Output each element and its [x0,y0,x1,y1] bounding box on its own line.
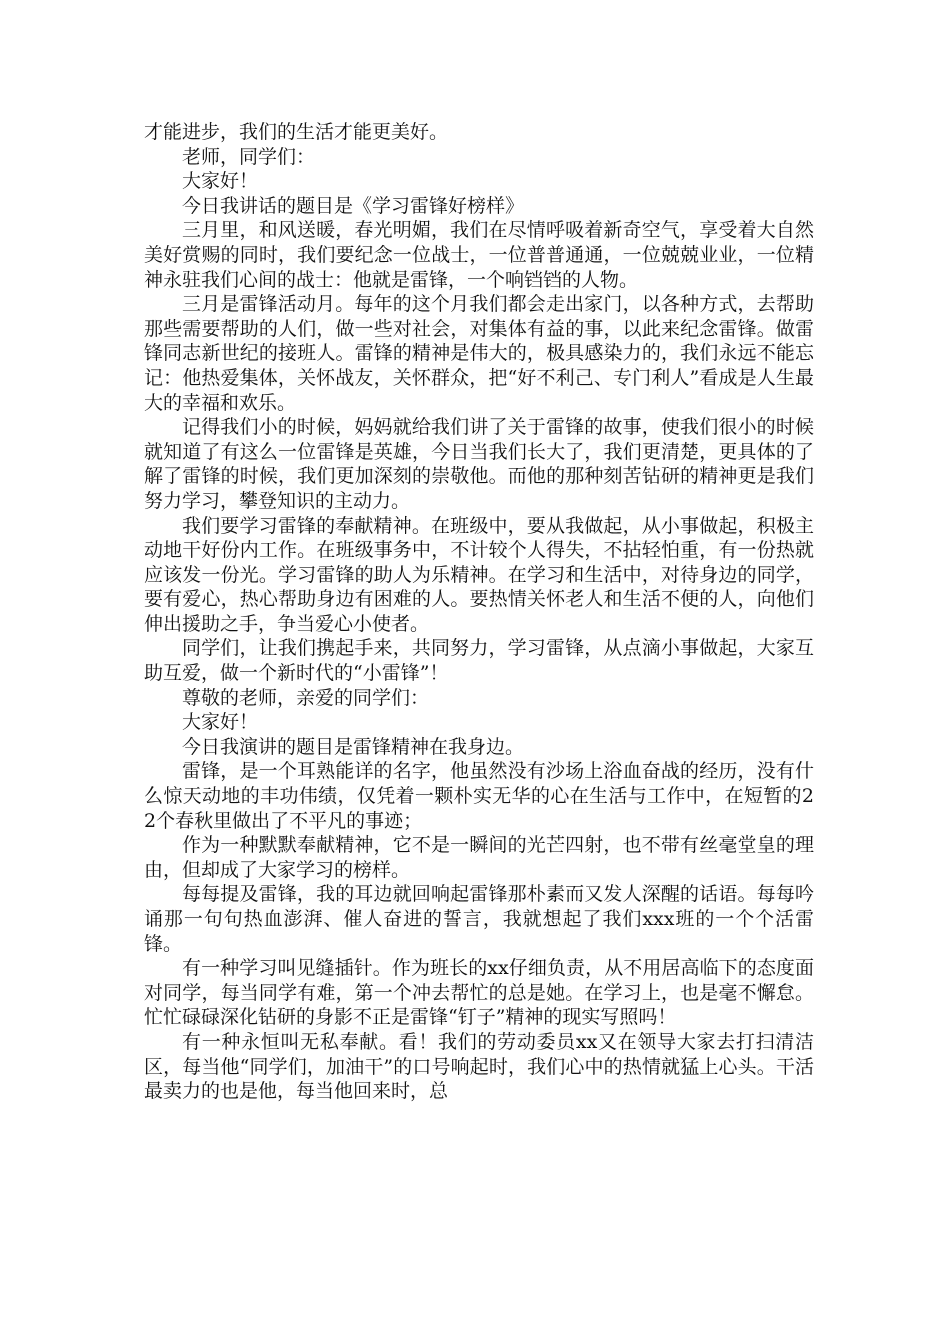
paragraph: 记得我们小的时候，妈妈就给我们讲了关于雷锋的故事，使我们很小的时候就知道了有这么一位雷锋是英雄，今日当我们长大了，我们更清楚，更具体的了解了雷锋的时候，我们更加深刻的崇敬他。而他的那种刻苦钻研的精神更是我们努力学习，攀登知识的主动力。 [144,416,814,512]
paragraph: 老师，同学们： [182,145,316,168]
paragraph: 我们要学习雷锋的奉献精神。在班级中，要从我做起，从小事做起，积极主动地干好份内工作。在班级事务中，不计较个人得失，不拈轻怕重，有一份热就应该发一份光。学习雷锋的助人为乐精神。在学习和生活中，对待身边的同学，要有爱心，热心帮助身边有困难的人。要热情关怀老人和生活不便的人，向他们伸出援助之手，争当爱心小使者。 [144,514,814,635]
paragraph: 尊敬的老师，亲爱的同学们： [182,686,430,709]
paragraph: 同学们，让我们携起手来，共同努力，学习雷锋，从点滴小事做起，大家互助互爱，做一个新时代的“小雷锋”！ [144,637,814,685]
paragraph: 大家好！ [182,711,259,734]
paragraph: 今日我演讲的题目是雷锋精神在我身边。 [182,735,525,758]
paragraph: 每每提及雷锋，我的耳边就回响起雷锋那朴素而又发人深醒的话语。每每吟诵那一句句热血澎湃、催人奋进的誓言，我就想起了我们xxx班的一个个活雷锋。 [144,883,814,955]
paragraph: 今日我讲话的题目是《学习雷锋好榜样》 [182,194,525,217]
paragraph: 才能进步，我们的生活才能更美好。 [144,121,449,143]
paragraph: 雷锋，是一个耳熟能详的名字，他虽然没有沙场上浴血奋战的经历，没有什么惊天动地的丰功伟绩，仅凭着一颗朴实无华的心在生活与工作中，在短暂的22个春秋里做出了不平凡的事迹； [144,760,814,832]
paragraph: 大家好！ [182,170,259,193]
paragraph: 三月里，和风送暖，春光明媚，我们在尽情呼吸着新奇空气，享受着大自然美好赏赐的同时，我们要纪念一位战士，一位普普通通，一位兢兢业业，一位精神永驻我们心间的战士：他就是雷锋，一个响铛铛的人物。 [144,219,814,291]
paragraph: 三月是雷锋活动月。每年的这个月我们都会走出家门，以各种方式，去帮助那些需要帮助的人们，做一些对社会，对集体有益的事，以此来纪念雷锋。做雷锋同志新世纪的接班人。雷锋的精神是伟大的，极具感染力的，我们永远不能忘记：他热爱集体，关怀战友，关怀群众，把“好不利己、专门利人”看成是人生最大的幸福和欢乐。 [144,293,814,414]
paragraph: 作为一种默默奉献精神，它不是一瞬间的光芒四射，也不带有丝毫堂皇的理由，但却成了大家学习的榜样。 [144,834,814,881]
document-body [144,120,814,1104]
paragraph: 有一种学习叫见缝插针。作为班长的xx仔细负责，从不用居高临下的态度面对同学，每当同学有难，第一个冲去帮忙的总是她。在学习上，也是毫不懈怠。忙忙碌碌深化钻研的身影不正是雷锋“钉子”精神的现实写照吗！ [144,957,814,1029]
paragraph: 有一种永恒叫无私奉献。看！我们的劳动委员xx又在领导大家去打扫清洁区，每当他“同学们，加油干”的口号响起时，我们心中的热情就猛上心头。干活最卖力的也是他，每当他回来时，总 [144,1030,814,1103]
